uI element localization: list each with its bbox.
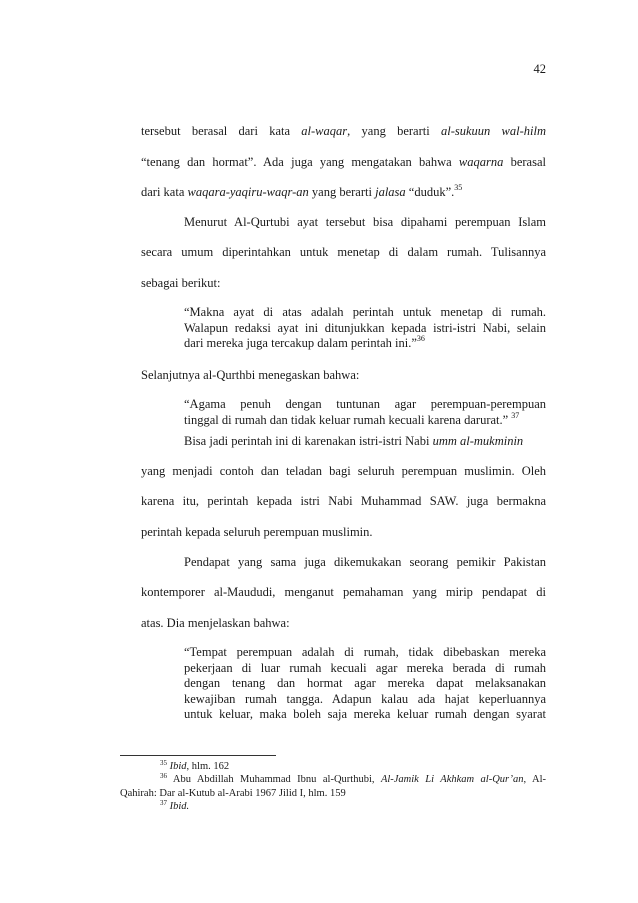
footnote-37 (160, 801, 189, 812)
italic-term: al-sukuun wal-hilm (440, 124, 546, 138)
text-run: , yang berarti (347, 124, 441, 138)
footnote-ref[interactable]: 37 (511, 410, 520, 420)
paragraph-line (141, 124, 546, 139)
quote-line (184, 336, 546, 352)
block-quote (184, 397, 546, 428)
paragraph-line: yang menjadi contoh dan teladan bagi seluruh perempuan muslimin. Oleh (141, 464, 546, 478)
text-run: tersebut berasal dari kata (141, 124, 302, 138)
paragraph-line: kontemporer al-Maududi, menganut pemahaman yang mirip pendapat di (141, 585, 546, 599)
quote-line: kewajiban rumah tangga. Adapun kalau ada hajat keperluannya (184, 691, 546, 706)
text-run: yang berarti (308, 185, 376, 199)
italic-term: jalasa (375, 185, 406, 199)
text-run: , Al- (523, 774, 546, 785)
text-run: , hlm. 162 (186, 761, 230, 772)
text-run: Bisa jadi perintah ini di karenakan istri-istri Nabi (184, 434, 433, 448)
quote-line: dengan tenang dan hormat agar mereka dapat melaksanakan (184, 676, 546, 690)
footnote-separator (120, 755, 276, 756)
paragraph-line (141, 434, 546, 449)
text-run: tinggal di rumah dan tidak keluar rumah kecuali karena darurat.” (184, 412, 509, 427)
italic-term: waqara-yaqiru-waqr-an (187, 185, 309, 199)
paragraph-line: sebagai berikut: (141, 276, 221, 290)
footnote-ref[interactable]: 36 (416, 334, 425, 343)
block-quote (184, 645, 546, 723)
quote-line: “Agama penuh dengan tuntunan agar perempuan-perempuan (184, 397, 546, 411)
footnote-number: 35 (160, 759, 167, 767)
quote-line: untuk keluar, maka boleh saja mereka keluar rumah dengan syarat (184, 707, 546, 721)
italic-term: umm al-mukminin (432, 434, 524, 448)
text-run: “tenang dan hormat”. Ada juga yang mengatakan bahwa (141, 155, 459, 169)
text-run: berasal (503, 155, 546, 169)
quote-line: Walapun redaksi ayat ini ditunjukkan kepada istri-istri Nabi, selain (184, 320, 546, 335)
paragraph-line: karena itu, perintah kepada istri Nabi Muhammad SAW. juga bermakna (141, 494, 546, 508)
text-run: Abu Abdillah Muhammad Ibnu al-Qurthubi, (172, 774, 381, 785)
paragraph-line: atas. Dia menjelaskan bahwa: (141, 616, 290, 630)
text-run: dari mereka juga tercakup dalam perintah ini.” (184, 336, 417, 350)
footnote-number: 36 (160, 772, 167, 780)
quote-line: “Makna ayat di atas adalah perintah untuk menetap di rumah. (184, 305, 546, 319)
book-title: Al-Jamik Li Akhkam al-Qur’an (380, 774, 524, 785)
quote-line (184, 410, 546, 429)
paragraph-line: perintah kepada seluruh perempuan muslimin. (141, 525, 373, 539)
italic-term: waqarna (458, 155, 504, 169)
paragraph-line: secara umum diperintahkan untuk menetap di dalam rumah. Tulisannya (141, 245, 546, 259)
italic-term: al-waqar (301, 124, 348, 138)
footnote-36-cont: Qahirah: Dar al-Kutub al-Arabi 1967 Jilid I, hlm. 159 (120, 788, 346, 799)
footnote-36 (160, 774, 546, 785)
page-number: 42 (533, 62, 546, 76)
text-run: dari kata (141, 185, 188, 199)
footnote-number: 37 (160, 799, 167, 807)
quote-line: “Tempat perempuan adalah di rumah, tidak dibebaskan mereka (184, 645, 546, 659)
italic-term: Ibid. (169, 801, 190, 812)
paragraph-line (141, 155, 546, 170)
paragraph-line: Pendapat yang sama juga dikemukakan seorang pemikir Pakistan (184, 555, 546, 569)
italic-term: Ibid (169, 761, 187, 772)
footnote-ref[interactable]: 35 (454, 183, 463, 192)
block-quote (184, 305, 546, 352)
text-run: “duduk”. (405, 185, 455, 199)
quote-line: pekerjaan di luar rumah kecuali agar mereka berada di rumah (184, 660, 546, 675)
paragraph-line: Selanjutnya al-Qurthbi menegaskan bahwa: (141, 368, 360, 382)
footnote-35 (160, 761, 229, 772)
paragraph-line (141, 185, 546, 200)
paragraph-line: Menurut Al-Qurtubi ayat tersebut bisa dipahami perempuan Islam (184, 215, 546, 229)
